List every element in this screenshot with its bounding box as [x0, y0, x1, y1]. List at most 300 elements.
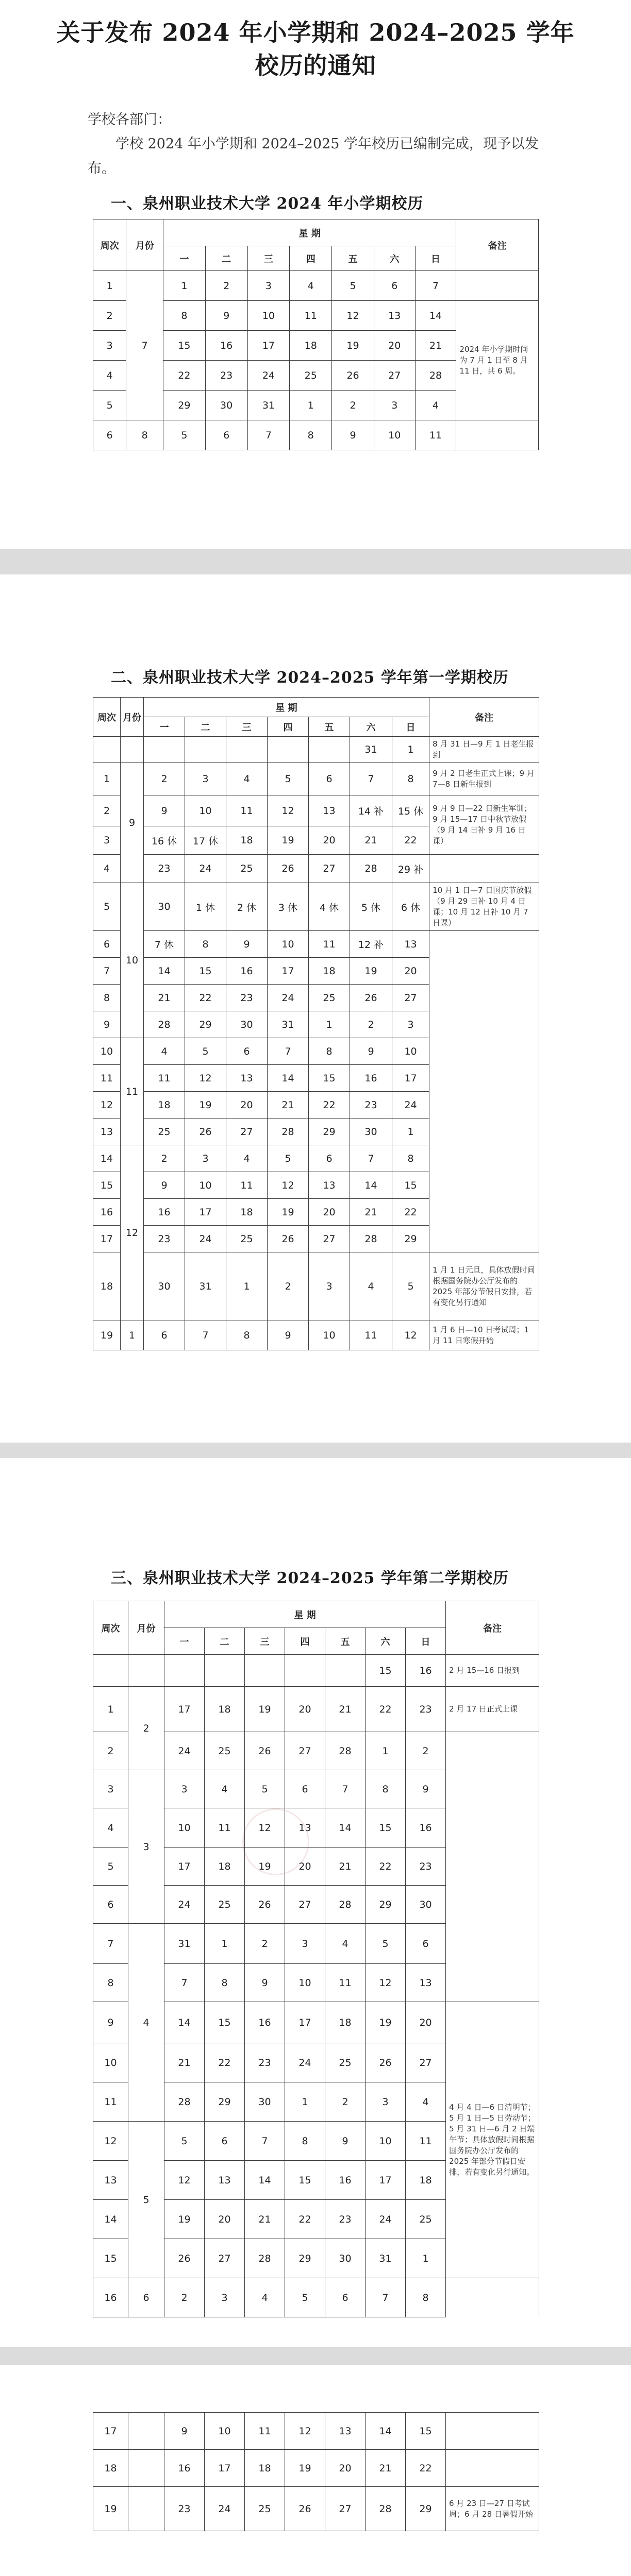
header-note: 备注 [446, 1601, 539, 1655]
day-cell: 19 [285, 2450, 325, 2487]
week-number: 3 [93, 331, 126, 361]
day-cell: 7 [185, 1320, 226, 1350]
day-cell: 15 休 [392, 795, 429, 826]
day-cell: 2 休 [226, 883, 268, 931]
week-number: 9 [93, 2002, 128, 2043]
day-cell: 7 [366, 2278, 406, 2317]
month-cell [128, 2450, 164, 2487]
month-cell: 6 [128, 2278, 164, 2317]
header-note: 备注 [429, 698, 539, 737]
weekday-sat: 六 [350, 717, 392, 737]
day-cell: 15 [185, 958, 226, 985]
weekday-wed: 三 [226, 717, 268, 737]
day-cell: 13 [285, 1808, 325, 1848]
day-cell: 31 [164, 1924, 205, 1964]
day-cell: 7 [325, 1770, 366, 1808]
day-cell: 28 [245, 2239, 285, 2278]
note-cell: 10 月 1 日—7 日国庆节放假（9 月 29 日补 10 月 4 日课；10 月 12 日补 10 月 7 日课） [429, 883, 539, 931]
month-cell [128, 1655, 164, 1687]
day-cell: 15 [163, 331, 205, 361]
day-cell: 24 [164, 1732, 205, 1770]
day-cell: 18 [205, 1687, 245, 1732]
day-cell: 15 [392, 1172, 429, 1199]
day-cell: 29 [205, 2082, 245, 2122]
day-cell [164, 1655, 205, 1687]
day-cell: 13 [205, 2161, 245, 2200]
day-cell: 25 [226, 855, 268, 883]
note-cell: 1 月 6 日—10 日考试周；1 月 11 日寒假开始 [429, 1320, 539, 1350]
day-cell: 27 [374, 361, 415, 391]
header-week-no: 周次 [93, 1601, 128, 1655]
day-cell: 31 [247, 391, 290, 420]
day-cell: 11 [290, 301, 332, 331]
week-number: 7 [93, 1924, 128, 1964]
day-cell: 23 [226, 985, 268, 1011]
day-cell: 6 休 [392, 883, 429, 931]
page-4 [0, 2365, 631, 2576]
weekday-fri: 五 [309, 717, 350, 737]
day-cell: 9 [325, 2122, 366, 2161]
day-cell: 3 [185, 1145, 226, 1172]
week-number: 1 [93, 763, 121, 795]
page-2 [0, 574, 631, 1443]
day-cell: 13 [325, 2413, 366, 2450]
week-number: 4 [93, 361, 126, 391]
weekday-sun: 日 [415, 246, 456, 271]
day-cell: 20 [226, 1092, 268, 1118]
day-cell: 16 [325, 2161, 366, 2200]
day-cell: 2 [205, 271, 247, 301]
header-week-no: 周次 [93, 698, 121, 737]
week-number: 18 [93, 1252, 121, 1320]
page-gap [0, 549, 631, 574]
day-cell: 19 [245, 1848, 285, 1886]
day-cell: 16 [406, 1808, 446, 1848]
day-cell: 23 [205, 361, 247, 391]
calendar-row [93, 420, 539, 450]
day-cell: 5 休 [350, 883, 392, 931]
day-cell: 13 [309, 795, 350, 826]
day-cell: 20 [285, 1848, 325, 1886]
day-cell: 10 [366, 2122, 406, 2161]
day-cell [205, 1655, 245, 1687]
header-month: 月份 [126, 219, 163, 271]
day-cell: 1 [406, 2239, 446, 2278]
weekday-tue: 二 [205, 246, 247, 271]
calendar-row [93, 1687, 539, 1732]
week-number: 17 [93, 2413, 128, 2450]
day-cell: 26 [245, 1732, 285, 1770]
day-cell: 17 [247, 331, 290, 361]
day-cell: 26 [332, 361, 374, 391]
week-number: 19 [93, 2487, 128, 2531]
day-cell: 8 [366, 1770, 406, 1808]
week-number: 1 [93, 1687, 128, 1732]
day-cell: 22 [392, 826, 429, 855]
day-cell: 29 补 [392, 855, 429, 883]
day-cell: 1 [163, 271, 205, 301]
day-cell: 23 [144, 855, 185, 883]
day-cell: 3 [164, 1770, 205, 1808]
week-number: 14 [93, 2200, 128, 2239]
day-cell: 8 [226, 1320, 268, 1350]
day-cell: 11 [226, 795, 268, 826]
day-cell: 10 [392, 1038, 429, 1065]
day-cell [268, 737, 309, 763]
day-cell [245, 1655, 285, 1687]
section-3-title: 三、泉州职业技术大学 2024–2025 学年第二学期校历 [111, 1569, 509, 1587]
day-cell: 19 [185, 1092, 226, 1118]
day-cell: 29 [366, 1886, 406, 1924]
day-cell: 8 [290, 420, 332, 450]
week-number: 10 [93, 2043, 128, 2082]
month-cell [121, 737, 144, 763]
day-cell: 15 [309, 1065, 350, 1092]
day-cell: 29 [285, 2239, 325, 2278]
day-cell: 2 [406, 1732, 446, 1770]
day-cell: 3 [309, 1252, 350, 1320]
document-title-line1: 关于发布 2024 年小学期和 2024–2025 学年 [56, 19, 575, 46]
day-cell: 17 [392, 1065, 429, 1092]
day-cell: 31 [268, 1011, 309, 1038]
day-cell: 3 [285, 1924, 325, 1964]
day-cell: 6 [285, 1770, 325, 1808]
day-cell: 10 [268, 931, 309, 958]
day-cell: 27 [325, 2487, 366, 2531]
day-cell: 7 [268, 1038, 309, 1065]
week-number: 5 [93, 1848, 128, 1886]
day-cell: 27 [226, 1118, 268, 1145]
day-cell: 14 [144, 958, 185, 985]
day-cell: 2 [325, 2082, 366, 2122]
week-number: 4 [93, 1808, 128, 1848]
day-cell: 26 [350, 985, 392, 1011]
week-number: 4 [93, 855, 121, 883]
day-cell: 25 [226, 1226, 268, 1252]
day-cell: 15 [366, 1808, 406, 1848]
day-cell: 3 [185, 763, 226, 795]
day-cell: 19 [245, 1687, 285, 1732]
day-cell: 24 [366, 2200, 406, 2239]
day-cell: 19 [366, 2002, 406, 2043]
day-cell: 4 [226, 763, 268, 795]
day-cell: 16 [205, 331, 247, 361]
day-cell [144, 737, 185, 763]
day-cell: 22 [205, 2043, 245, 2082]
day-cell: 30 [144, 1252, 185, 1320]
week-number: 12 [93, 2122, 128, 2161]
day-cell: 2 [144, 1145, 185, 1172]
weekday-wed: 三 [245, 1628, 285, 1655]
day-cell: 31 [366, 2239, 406, 2278]
calendar-row [93, 1655, 539, 1687]
calendar-row [93, 2450, 539, 2487]
day-cell: 12 补 [350, 931, 392, 958]
day-cell: 9 [144, 1172, 185, 1199]
day-cell: 4 [325, 1924, 366, 1964]
day-cell: 20 [374, 331, 415, 361]
calendar-row [93, 2413, 539, 2450]
calendar-row [93, 855, 539, 883]
weekday-thu: 四 [285, 1628, 325, 1655]
weekday-sun: 日 [392, 717, 429, 737]
day-cell: 12 [185, 1065, 226, 1092]
day-cell: 23 [144, 1226, 185, 1252]
day-cell: 28 [415, 361, 456, 391]
day-cell: 22 [392, 1199, 429, 1226]
day-cell: 26 [268, 1226, 309, 1252]
week-number: 3 [93, 1770, 128, 1808]
document-title-line2: 校历的通知 [255, 52, 376, 79]
calendar-row [93, 763, 539, 795]
day-cell: 15 [406, 2413, 446, 2450]
page-gap [0, 2347, 631, 2365]
note-cell [446, 2413, 539, 2450]
weekday-wed: 三 [247, 246, 290, 271]
week-number: 2 [93, 301, 126, 331]
day-cell: 20 [309, 826, 350, 855]
day-cell: 16 [406, 1655, 446, 1687]
day-cell: 20 [406, 2002, 446, 2043]
day-cell: 13 [406, 1964, 446, 2002]
day-cell: 25 [245, 2487, 285, 2531]
day-cell: 21 [415, 331, 456, 361]
day-cell: 27 [406, 2043, 446, 2082]
day-cell: 18 [245, 2450, 285, 2487]
weekday-sun: 日 [406, 1628, 446, 1655]
day-cell: 20 [325, 2450, 366, 2487]
day-cell: 1 [392, 1118, 429, 1145]
day-cell: 21 [325, 1848, 366, 1886]
day-cell: 25 [205, 1732, 245, 1770]
week-number: 16 [93, 1199, 121, 1226]
calendar-row [93, 2278, 539, 2317]
day-cell: 8 [406, 2278, 446, 2317]
day-cell: 11 [144, 1065, 185, 1092]
note-cell [429, 931, 539, 1252]
day-cell: 19 [268, 1199, 309, 1226]
week-number: 11 [93, 1065, 121, 1092]
day-cell: 14 补 [350, 795, 392, 826]
day-cell: 9 [406, 1770, 446, 1808]
week-number: 11 [93, 2082, 128, 2122]
day-cell: 30 [245, 2082, 285, 2122]
day-cell: 27 [285, 1886, 325, 1924]
day-cell: 3 [205, 2278, 245, 2317]
day-cell: 11 [226, 1172, 268, 1199]
day-cell: 22 [366, 1687, 406, 1732]
day-cell: 24 [205, 2487, 245, 2531]
day-cell: 1 [309, 1011, 350, 1038]
day-cell: 7 休 [144, 931, 185, 958]
day-cell: 24 [185, 855, 226, 883]
week-number: 8 [93, 1964, 128, 2002]
week-number: 6 [93, 1886, 128, 1924]
section-2-title: 二、泉州职业技术大学 2024–2025 学年第一学期校历 [111, 669, 509, 687]
month-cell: 5 [128, 2122, 164, 2278]
calendar-row [93, 1252, 539, 1320]
day-cell: 21 [164, 2043, 205, 2082]
week-number: 5 [93, 883, 121, 931]
page-3 [0, 1458, 631, 2347]
day-cell: 27 [309, 855, 350, 883]
day-cell: 19 [350, 958, 392, 985]
week-number: 6 [93, 931, 121, 958]
day-cell: 10 [285, 1964, 325, 2002]
day-cell: 28 [164, 2082, 205, 2122]
day-cell: 18 [325, 2002, 366, 2043]
day-cell: 25 [406, 2200, 446, 2239]
day-cell: 9 [245, 1964, 285, 2002]
week-number: 9 [93, 1011, 121, 1038]
day-cell: 3 [366, 2082, 406, 2122]
week-number: 13 [93, 2161, 128, 2200]
day-cell: 7 [415, 271, 456, 301]
day-cell: 30 [325, 2239, 366, 2278]
weekday-sat: 六 [366, 1628, 406, 1655]
day-cell: 15 [205, 2002, 245, 2043]
day-cell: 17 [268, 958, 309, 985]
day-cell: 17 [366, 2161, 406, 2200]
day-cell: 27 [309, 1226, 350, 1252]
day-cell: 15 [366, 1655, 406, 1687]
day-cell: 13 [226, 1065, 268, 1092]
day-cell: 25 [309, 985, 350, 1011]
day-cell: 14 [245, 2161, 285, 2200]
day-cell: 29 [392, 1226, 429, 1252]
day-cell: 16 [144, 1199, 185, 1226]
day-cell: 21 [350, 1199, 392, 1226]
calendar-table-term2 [93, 1601, 539, 2317]
day-cell: 24 [247, 361, 290, 391]
day-cell: 25 [290, 361, 332, 391]
day-cell: 5 [164, 2122, 205, 2161]
day-cell: 7 [350, 763, 392, 795]
day-cell: 31 [350, 737, 392, 763]
day-cell: 12 [366, 1964, 406, 2002]
day-cell: 5 [268, 763, 309, 795]
day-cell: 19 [268, 826, 309, 855]
day-cell: 12 [285, 2413, 325, 2450]
day-cell: 26 [185, 1118, 226, 1145]
day-cell: 21 [325, 1687, 366, 1732]
day-cell: 18 [290, 331, 332, 361]
calendar-row [93, 737, 539, 763]
day-cell: 16 休 [144, 826, 185, 855]
day-cell: 16 [226, 958, 268, 985]
week-number: 19 [93, 1320, 121, 1350]
day-cell: 7 [247, 420, 290, 450]
day-cell [185, 737, 226, 763]
day-cell: 18 [309, 958, 350, 985]
day-cell: 7 [245, 2122, 285, 2161]
page-gap [0, 1443, 631, 1458]
day-cell: 8 [205, 1964, 245, 2002]
header-week-no: 周次 [93, 219, 126, 271]
day-cell: 12 [268, 795, 309, 826]
calendar-row [93, 2487, 539, 2531]
day-cell: 21 [366, 2450, 406, 2487]
day-cell: 26 [268, 855, 309, 883]
weekday-mon: 一 [144, 717, 185, 737]
note-cell: 2 月 17 日正式上课 [446, 1687, 539, 1732]
day-cell: 23 [245, 2043, 285, 2082]
day-cell: 17 [164, 1848, 205, 1886]
weekday-tue: 二 [205, 1628, 245, 1655]
day-cell [226, 737, 268, 763]
day-cell: 2 [144, 763, 185, 795]
day-cell: 22 [185, 985, 226, 1011]
day-cell: 14 [164, 2002, 205, 2043]
day-cell: 23 [406, 1687, 446, 1732]
day-cell: 14 [415, 301, 456, 331]
day-cell: 1 [366, 1732, 406, 1770]
day-cell: 24 [392, 1092, 429, 1118]
calendar-row [93, 795, 539, 826]
day-cell: 8 [285, 2122, 325, 2161]
day-cell: 4 [245, 2278, 285, 2317]
week-number: 5 [93, 391, 126, 420]
day-cell: 30 [226, 1011, 268, 1038]
day-cell: 9 [350, 1038, 392, 1065]
day-cell: 11 [325, 1964, 366, 2002]
day-cell: 10 [247, 301, 290, 331]
day-cell: 22 [285, 2200, 325, 2239]
month-cell: 10 [121, 883, 144, 1038]
week-number: 3 [93, 826, 121, 855]
day-cell: 6 [325, 2278, 366, 2317]
day-cell: 18 [226, 1199, 268, 1226]
day-cell: 23 [406, 1848, 446, 1886]
day-cell: 2 [268, 1252, 309, 1320]
greeting: 学校各部门： [88, 112, 171, 128]
day-cell: 6 [309, 763, 350, 795]
week-number: 12 [93, 1092, 121, 1118]
day-cell: 12 [268, 1172, 309, 1199]
day-cell: 1 [290, 391, 332, 420]
note-cell [456, 420, 539, 450]
day-cell: 6 [374, 271, 415, 301]
day-cell: 13 [374, 301, 415, 331]
day-cell: 20 [285, 1687, 325, 1732]
day-cell: 16 [245, 2002, 285, 2043]
page-1 [0, 0, 631, 549]
day-cell: 23 [325, 2200, 366, 2239]
day-cell: 21 [245, 2200, 285, 2239]
day-cell: 14 [325, 1808, 366, 1848]
day-cell: 29 [406, 2487, 446, 2531]
day-cell: 1 [226, 1252, 268, 1320]
day-cell: 8 [392, 763, 429, 795]
note-cell: 4 月 4 日—6 日清明节；5 月 1 日—5 日劳动节；5 月 31 日—6 月 2 日端午节；具体放假时间根据国务院办公厅发布的 2025 年部分节假日安排，若有变化另行通知。 [446, 2002, 539, 2278]
day-cell: 14 [366, 2413, 406, 2450]
day-cell: 9 [205, 301, 247, 331]
weekday-tue: 二 [185, 717, 226, 737]
day-cell: 2 [332, 391, 374, 420]
week-number: 10 [93, 1038, 121, 1065]
note-cell: 9 月 9 日—22 日新生军训；9 月 15—17 日中秋节放假（9 月 14 日补 9 月 16 日课） [429, 795, 539, 855]
day-cell: 28 [268, 1118, 309, 1145]
day-cell: 1 [285, 2082, 325, 2122]
day-cell: 22 [163, 361, 205, 391]
day-cell: 26 [285, 2487, 325, 2531]
day-cell: 4 [226, 1145, 268, 1172]
day-cell: 10 [205, 2413, 245, 2450]
day-cell: 5 [163, 420, 205, 450]
day-cell: 24 [164, 1886, 205, 1924]
day-cell: 5 [268, 1145, 309, 1172]
day-cell: 11 [205, 1808, 245, 1848]
